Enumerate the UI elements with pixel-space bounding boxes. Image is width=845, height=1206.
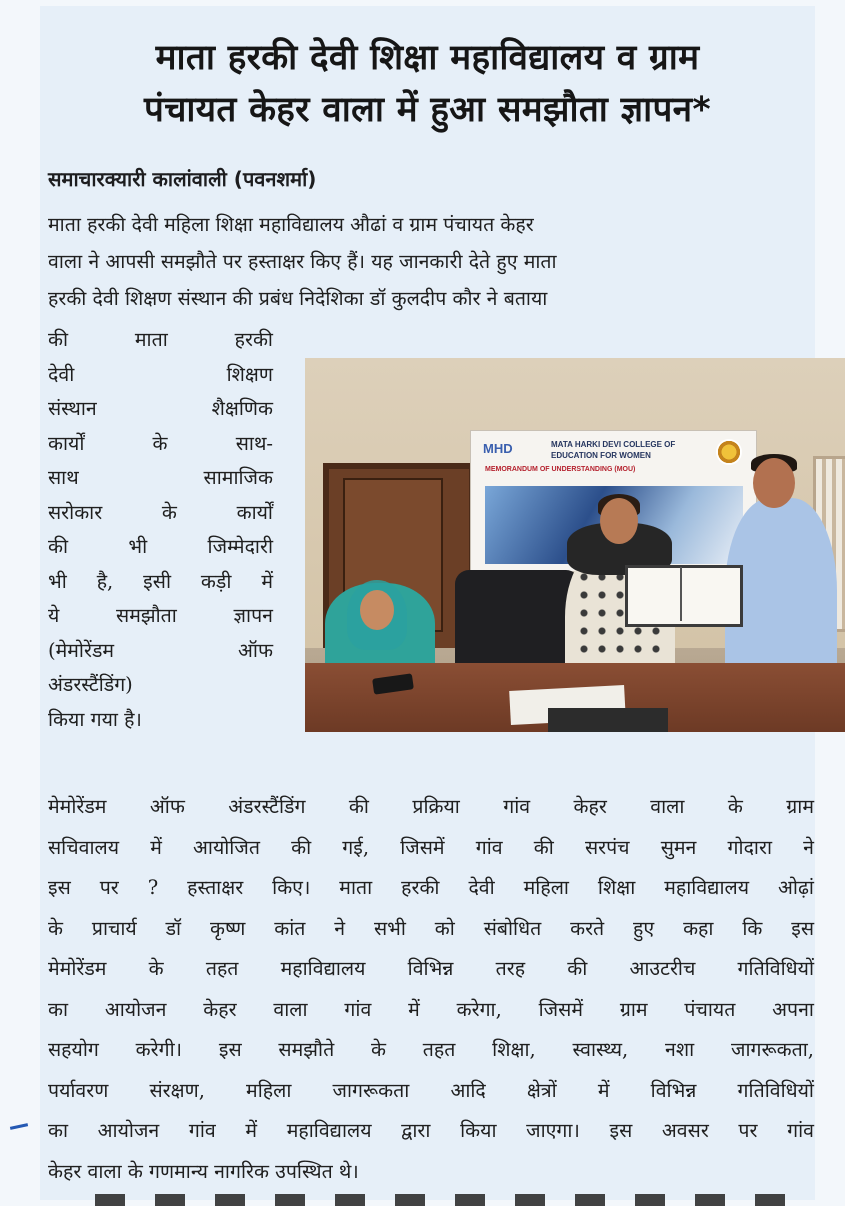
banner-title: MATA HARKI DEVI COLLEGE OF EDUCATION FOR WOMEN	[551, 440, 676, 460]
text-line: ये समझौता ज्ञापन	[48, 604, 273, 627]
banner-logo: MHD	[483, 441, 513, 456]
text-line: किया गया है।	[48, 707, 142, 731]
side-column-text	[48, 323, 273, 737]
mou-document	[625, 565, 743, 627]
headline-line-2: पंचायत केहर वाला में हुआ समझौता ज्ञापन*	[144, 90, 711, 130]
seated-person-head	[360, 590, 394, 630]
pen-mark	[10, 1123, 28, 1130]
folder-on-table	[548, 708, 668, 732]
text-line: केहर वाला के गणमान्य नागरिक उपस्थित थे।	[48, 1159, 359, 1183]
text-line: इस पर ? हस्ताक्षर किए। माता हरकी देवी महिला शिक्षा महाविद्यालय ओढ़ां	[48, 876, 814, 899]
text-line: के प्राचार्य डॉ कृष्ण कांत ने सभी को संबोधित करते हुए कहा कि इस	[48, 916, 814, 940]
byline: समाचारक्यारी कालांवाली (पवनशर्मा)	[48, 167, 317, 191]
text-line: कार्यों के साथ-	[48, 431, 273, 455]
text-line: की माता हरकी	[48, 328, 273, 351]
text-line: (मेमोरेंडम ऑफ	[48, 638, 273, 662]
text-line: का आयोजन केहर वाला गांव में करेगा, जिसमें ग्राम पंचायत अपना	[48, 997, 814, 1021]
text-line: मेमोरेंडम ऑफ अंडरस्टैंडिंग की प्रक्रिया गांव केहर वाला के ग्राम	[48, 795, 814, 818]
text-line: सहयोग करेगी। इस समझौते के तहत शिक्षा, स्वास्थ्य, नशा जागरूकता,	[48, 1038, 814, 1061]
event-photo	[305, 358, 845, 732]
cut-off-next-line	[95, 1194, 795, 1206]
text-line: देवी शिक्षण	[48, 362, 273, 386]
text-line: सरोकार के कार्यों	[48, 500, 273, 524]
intro-paragraph	[48, 206, 814, 317]
text-line: की भी जिम्मेदारी	[48, 535, 273, 558]
man-head	[753, 458, 795, 508]
newspaper-clipping	[40, 6, 815, 1200]
document-fold	[680, 567, 682, 621]
woman-head	[600, 498, 638, 544]
text-line: माता हरकी देवी महिला शिक्षा महाविद्यालय औढां व ग्राम पंचायत केहर	[48, 213, 534, 236]
text-line: वाला ने आपसी समझौते पर हस्ताक्षर किए हैं। यह जानकारी देते हुए माता	[48, 250, 557, 273]
text-line: भी है, इसी कड़ी में	[48, 569, 273, 593]
headline	[40, 32, 815, 136]
photo-chair	[455, 570, 580, 670]
text-line: का आयोजन गांव में महाविद्यालय द्वारा किया जाएगा। इस अवसर पर गांव	[48, 1119, 814, 1142]
text-line: साथ सामाजिक	[48, 466, 273, 489]
emblem-icon	[716, 439, 742, 465]
text-line: संस्थान शैक्षणिक	[48, 397, 273, 420]
text-line: हरकी देवी शिक्षण संस्थान की प्रबंध निदेशिका डॉ कुलदीप कौर ने बताया	[48, 287, 548, 310]
text-line: पर्यावरण संरक्षण, महिला जागरूकता आदि क्षेत्रों में विभिन्न गतिविधियों	[48, 1078, 814, 1102]
main-paragraph	[48, 787, 814, 1192]
text-line: अंडरस्टैंडिंग)	[48, 673, 133, 696]
text-line: सचिवालय में आयोजित की गई, जिसमें गांव की सरपंच सुमन गोदारा ने	[48, 835, 814, 859]
headline-line-1: माता हरकी देवी शिक्षा महाविद्यालय व ग्राम	[155, 38, 700, 78]
banner-subtitle: MEMORANDUM OF UNDERSTANDING (MOU)	[485, 466, 636, 473]
text-line: मेमोरेंडम के तहत महाविद्यालय विभिन्न तरह की आउटरीच गतिविधियों	[48, 957, 814, 980]
